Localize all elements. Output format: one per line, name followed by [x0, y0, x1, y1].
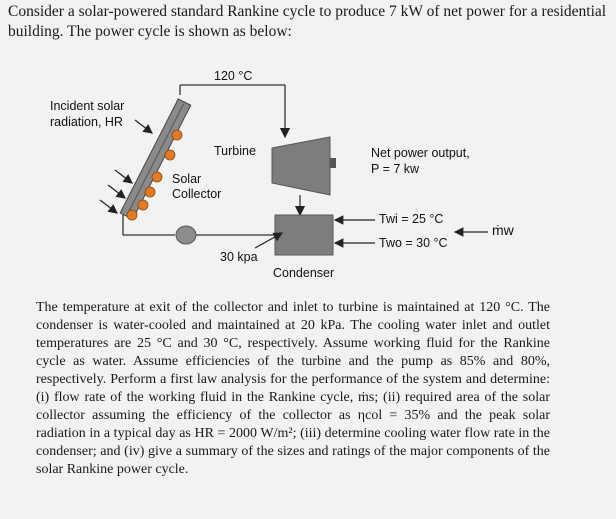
turbine-inlet-temp-label: 120 °C: [214, 69, 253, 83]
solar-collector-label-1: Solar: [172, 172, 202, 186]
pump: [176, 226, 196, 244]
rankine-cycle-diagram: [0, 55, 616, 295]
water-flow-rate-label: ṁw: [492, 222, 514, 238]
intro-paragraph: Consider a solar-powered standard Rankine cycle to produce 7 kW of net power for a residential building. The power cycle is shown as below:: [8, 3, 607, 40]
net-power-label-2: P = 7 kw: [371, 162, 420, 176]
condenser-pressure-label: 30 kpa: [220, 250, 258, 264]
condenser-label: Condenser: [273, 266, 335, 280]
solar-collector-label-2: Collector: [172, 187, 222, 201]
turbine-label: Turbine: [214, 144, 256, 158]
incident-radiation-label-2: radiation, HR: [50, 115, 123, 129]
net-power-label-1: Net power output,: [371, 146, 470, 160]
water-inlet-temp-label: Twi = 25 °C: [379, 212, 444, 226]
turbine: [272, 137, 330, 195]
water-outlet-temp-label: Two = 30 °C: [379, 236, 448, 250]
cycle-schematic: [0, 55, 616, 295]
condenser: [275, 215, 333, 255]
incident-radiation-label-1: Incident solar: [50, 99, 125, 113]
problem-statement: The temperature at exit of the collector and inlet to turbine is maintained at 120 °C. The condenser is water-cooled and maintained at 20 kPa. The cooling water inlet and outlet temperatures are 25 °C and 30 °C, respectively. Assume working fluid for the Rankine cycle as water. Assume efficiencies of the turbine and the pump as 85% and 80%, respectively. Perform a first law analysis for the performance of the system and determine: (i) flow rate of the working fluid in the Rankine cycle, ṁs; (ii) required area of the solar collector assuming the efficiency of the collector as ηcol = 35% and the peak solar radiation in a typical day as HR = 2000 W/m²; (iii) determine cooling water flow rate in the condenser; and (iv) give a summary of the sizes and ratings of the major components of the solar Rankine power cycle.: [36, 300, 550, 477]
